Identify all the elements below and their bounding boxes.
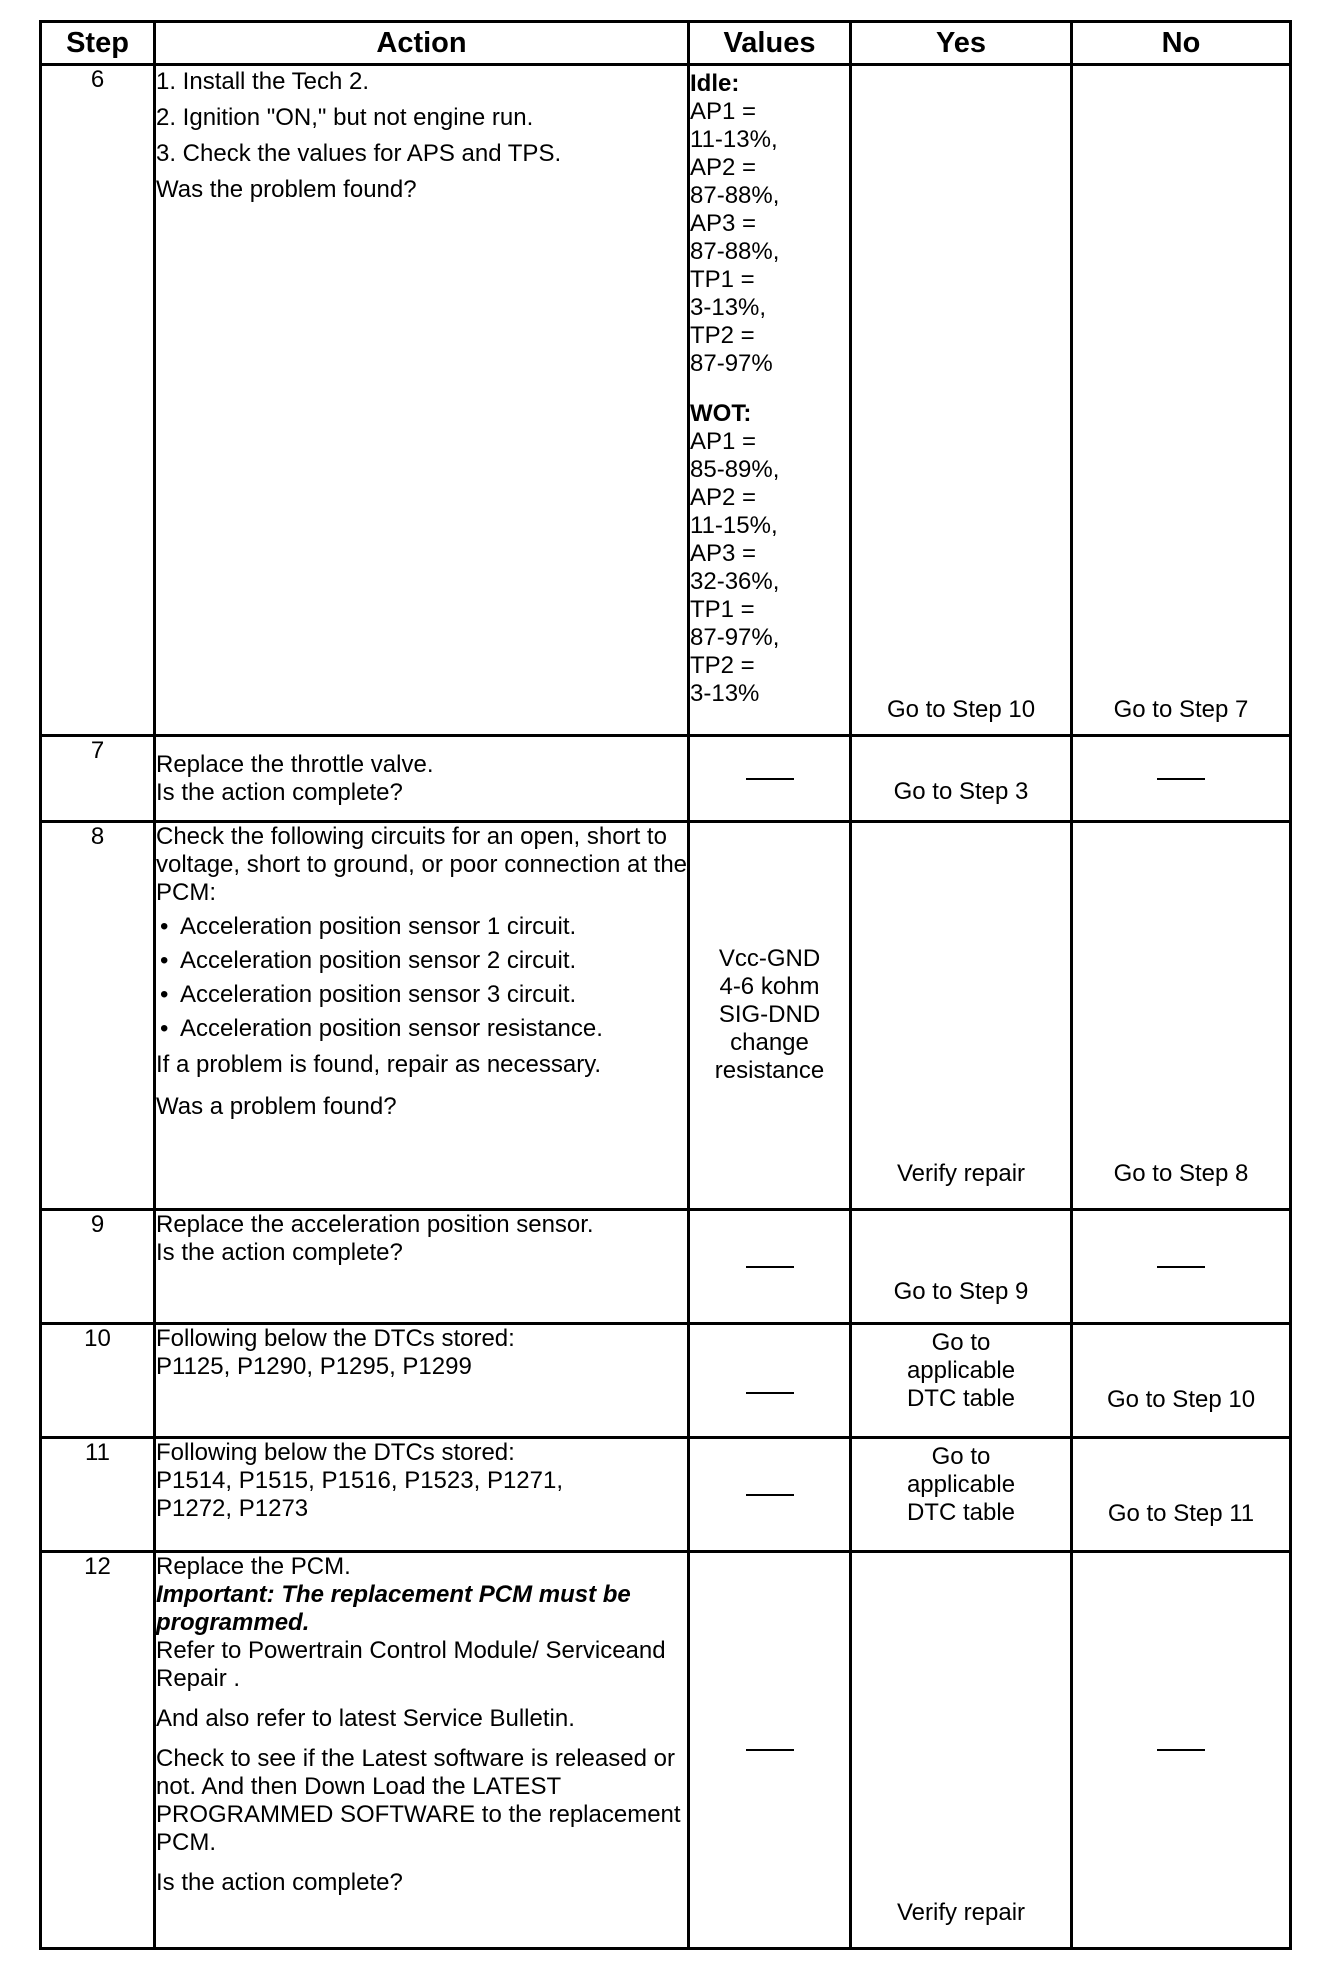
action-line: 2. Ignition "ON," but not engine run.: [156, 104, 534, 131]
dash-line: [746, 1494, 794, 1496]
table-row-step-7: [41, 736, 1291, 822]
yes-cell: [851, 1324, 1072, 1438]
action-question: Was the problem found?: [156, 176, 417, 203]
value-line: 11-13%,: [690, 126, 778, 153]
action-intro: Check the following circuits for an open, short to voltage, short to ground, or poor connection at the PCM:: [156, 823, 688, 906]
yes-cell: [851, 1438, 1072, 1552]
value-line: resistance: [714, 1057, 825, 1084]
action-cell: [155, 736, 689, 822]
yes-line: DTC table: [906, 1385, 1016, 1412]
dash-line: [1157, 1266, 1205, 1268]
value-line: 87-88%,: [690, 182, 780, 209]
list-item: • Acceleration position sensor 1 circuit.: [156, 913, 687, 941]
yes-cell: Verify repair: [851, 1552, 1072, 1949]
step-number: 8: [41, 822, 155, 1210]
yes-line: applicable: [906, 1471, 1016, 1498]
yes-line: Go to: [931, 1443, 991, 1470]
yes-cell: Verify repair: [851, 822, 1072, 1210]
values-cell: [689, 1324, 851, 1438]
value-line: 85-89%,: [690, 456, 780, 483]
dash-line: [1157, 1749, 1205, 1751]
action-cell: [155, 1324, 689, 1438]
values-cell: [689, 1552, 851, 1949]
value-line: AP3 =: [690, 540, 757, 567]
value-line: AP2 =: [690, 154, 757, 181]
value-line: TP1 =: [690, 266, 755, 293]
action-line: 1. Install the Tech 2.: [156, 68, 370, 95]
no-cell: [1072, 1552, 1291, 1949]
action-question: Is the action complete?: [156, 1869, 403, 1896]
header-step: Step: [41, 22, 155, 65]
action-question: Is the action complete?: [156, 1239, 403, 1266]
value-line: AP1 =: [690, 428, 757, 455]
action-line: Replace the PCM.: [156, 1553, 351, 1580]
important-note: Important: The replacement PCM must be programmed.: [156, 1581, 631, 1636]
value-line: 32-36%,: [690, 568, 780, 595]
step-number: 12: [41, 1552, 155, 1949]
value-line: Vcc-GND: [718, 945, 821, 972]
action-cell: [155, 1210, 689, 1324]
table-row-step-8: [41, 822, 1291, 1210]
value-line: change: [730, 1029, 809, 1056]
list-item: • Acceleration position sensor resistance.: [156, 1015, 687, 1043]
action-line: Following below the DTCs stored:: [156, 1439, 515, 1466]
action-line: 3. Check the values for APS and TPS.: [156, 140, 562, 167]
value-line: AP1 =: [690, 98, 757, 125]
list-item: • Acceleration position sensor 2 circuit.: [156, 947, 687, 975]
value-line: AP3 =: [690, 210, 757, 237]
action-cell: [155, 1438, 689, 1552]
software-note: Check to see if the Latest software is released or not. And then Down Load the LATEST PROGRAMMED SOFTWARE to the replacement PCM.: [156, 1745, 681, 1856]
action-question: Is the action complete?: [156, 778, 403, 806]
dash-line: [746, 1266, 794, 1268]
value-line: SIG-DND: [718, 1001, 821, 1028]
yes-cell: Go to Step 3: [851, 736, 1072, 822]
step-number: 11: [41, 1438, 155, 1552]
value-line: 3-13%,: [690, 294, 767, 321]
action-line: P1514, P1515, P1516, P1523, P1271,: [156, 1467, 564, 1494]
action-line: Replace the acceleration position sensor.: [156, 1211, 594, 1238]
wot-title: WOT:: [690, 400, 752, 427]
table-row-step-10: [41, 1324, 1291, 1438]
bulletin-note: And also refer to latest Service Bulletin.: [156, 1705, 575, 1732]
table-row-step-6: [41, 65, 1291, 736]
value-line: 87-97%: [690, 350, 773, 377]
action-line: P1125, P1290, P1295, P1299: [156, 1353, 472, 1380]
action-line: Replace the throttle valve.: [156, 750, 434, 778]
yes-line: Go to: [931, 1329, 991, 1356]
header-yes: Yes: [851, 22, 1072, 65]
values-cell: [689, 65, 851, 736]
header-no: No: [1072, 22, 1291, 65]
header-values: Values: [689, 22, 851, 65]
no-cell: Go to Step 7: [1072, 65, 1291, 736]
diagnostic-table: [39, 20, 1292, 1950]
values-cell: [689, 1438, 851, 1552]
value-line: 4-6 kohm: [719, 973, 820, 1000]
step-number: 10: [41, 1324, 155, 1438]
idle-title: Idle:: [690, 70, 740, 97]
no-cell: Go to Step 8: [1072, 822, 1291, 1210]
values-cell: [689, 736, 851, 822]
action-cell: [155, 65, 689, 736]
header-action: Action: [155, 22, 689, 65]
action-line: Following below the DTCs stored:: [156, 1325, 515, 1352]
dash-line: [1157, 778, 1205, 780]
repair-note: If a problem is found, repair as necessary.: [156, 1051, 602, 1078]
yes-line: DTC table: [906, 1499, 1016, 1526]
value-line: TP2 =: [690, 652, 755, 679]
value-line: 87-97%,: [690, 624, 780, 651]
yes-line: applicable: [906, 1357, 1016, 1384]
refer-note: Refer to Powertrain Control Module/ Serviceand Repair .: [156, 1637, 666, 1692]
yes-cell: Go to Step 9: [851, 1210, 1072, 1324]
no-cell: [1072, 736, 1291, 822]
no-cell: [1072, 1210, 1291, 1324]
table-row-step-9: [41, 1210, 1291, 1324]
action-line: P1272, P1273: [156, 1495, 309, 1522]
no-cell: Go to Step 11: [1072, 1438, 1291, 1552]
action-question: Was a problem found?: [156, 1093, 397, 1120]
value-line: 87-88%,: [690, 238, 780, 265]
value-line: 3-13%: [690, 680, 760, 707]
action-cell: [155, 822, 689, 1210]
dash-line: [746, 1392, 794, 1394]
step-number: 6: [41, 65, 155, 736]
circuit-list: [156, 913, 687, 1043]
table-row-step-11: [41, 1438, 1291, 1552]
values-cell: [689, 1210, 851, 1324]
value-line: 11-15%,: [690, 512, 778, 539]
step-number: 7: [41, 736, 155, 822]
dash-line: [746, 1749, 794, 1751]
no-cell: Go to Step 10: [1072, 1324, 1291, 1438]
table-row-step-12: [41, 1552, 1291, 1949]
value-line: TP2 =: [690, 322, 755, 349]
value-line: TP1 =: [690, 596, 755, 623]
list-item: • Acceleration position sensor 3 circuit.: [156, 981, 687, 1009]
values-cell: [689, 822, 851, 1210]
yes-cell: Go to Step 10: [851, 65, 1072, 736]
header-row: [41, 22, 1291, 65]
dash-line: [746, 778, 794, 780]
value-line: AP2 =: [690, 484, 757, 511]
step-number: 9: [41, 1210, 155, 1324]
action-cell: [155, 1552, 689, 1949]
